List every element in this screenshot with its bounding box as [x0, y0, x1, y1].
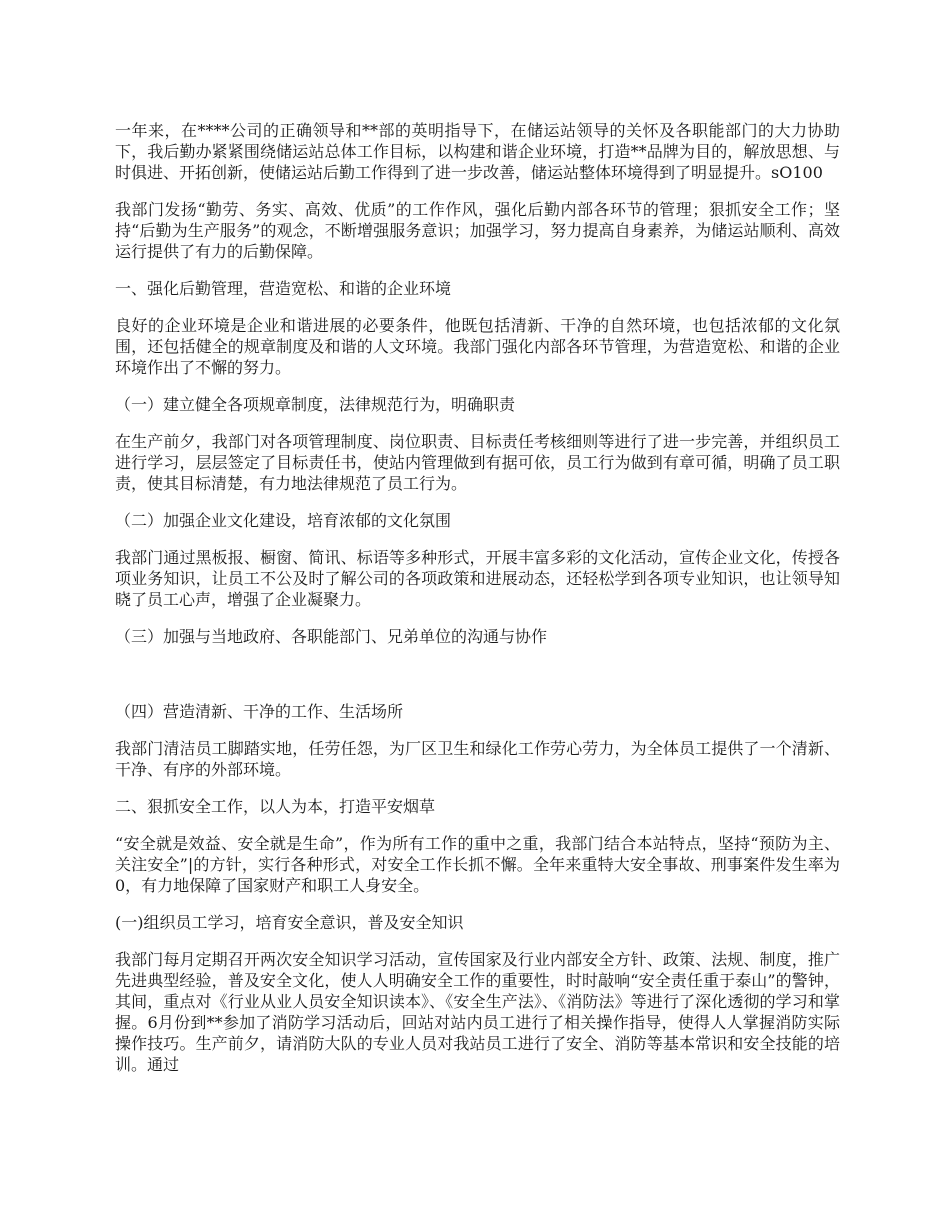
section-heading: （二）加强企业文化建设，培育浓郁的文化氛围	[115, 511, 452, 530]
section-heading: （四）营造清新、干净的工作、生活场所	[115, 702, 404, 721]
paragraph: 在生产前夕，我部门对各项管理制度、岗位职责、目标责任考核细则等进行了进一步完善，并组织员工进行学习，层层签定了目标责任书，使站内管理做到有据可依，员工行为做到有章可循，明确了员工职责，使其目标清楚，有力地法律规范了员工行为。	[115, 432, 840, 493]
paragraph: 我部门清洁员工脚踏实地，任劳任怨，为厂区卫生和绿化工作劳心劳力，为全体员工提供了一个清新、干净、有序的外部环境。	[115, 739, 840, 779]
paragraph: “安全就是效益、安全就是生命”，作为所有工作的重中之重，我部门结合本站特点，坚持“预防为主、关注安全”|的方针，实行各种形式，对安全工作长抓不懈。全年来重特大安全事故、刑事案件发生率为0，有力地保障了国家财产和职工人身安全。	[115, 834, 840, 895]
blank-space	[115, 663, 840, 701]
section-heading: （三）加强与当地政府、各职能部门、兄弟单位的沟通与协作	[115, 627, 548, 646]
paragraph: 我部门每月定期召开两次安全知识学习活动，宣传国家及行业内部安全方针、政策、法规、制度，推广先进典型经验，普及安全文化，使人人明确安全工作的重要性，时时敲响“安全责任重于泰山”的警钟，其间，重点对《行业从业人员安全知识读本》、《安全生产法》、《消防法》等进行了深化透彻的学习和掌握。6月份到**参加了消防学习活动后，回站对站内员工进行了相关操作指导，使得人人掌握消防实际操作技巧。生产前夕，请消防大队的专业人员对我站员工进行了安全、消防等基本常识和安全技能的培训。通过	[115, 950, 840, 1074]
section-heading: （一）建立健全各项规章制度，法律规范行为，明确职责	[115, 395, 516, 414]
section-heading: 二、狠抓安全工作，以人为本，打造平安烟草	[115, 797, 436, 816]
section-heading: (一)组织员工学习，培育安全意识，普及安全知识	[115, 913, 464, 932]
paragraph: 我部门发扬“勤劳、务实、高效、优质”的工作作风，强化后勤内部各环节的管理；狠抓安全工作；坚持“后勤为生产服务”的观念，不断增强服务意识；加强学习，努力提高自身素养，为储运站顺利、高效运行提供了有力的后勤保障。	[115, 200, 840, 261]
paragraph: 良好的企业环境是企业和谐进展的必要条件，他既包括清新、干净的自然环境，也包括浓郁的文化氛围，还包括健全的规章制度及和谐的人文环境。我部门强化内部各环节管理，为营造宽松、和谐的企业环境作出了不懈的努力。	[115, 316, 840, 377]
document-body	[115, 120, 840, 1091]
section-heading: 一、强化后勤管理，营造宽松、和谐的企业环境	[115, 279, 452, 298]
paragraph: 我部门通过黑板报、橱窗、简讯、标语等多种形式，开展丰富多彩的文化活动，宣传企业文化，传授各项业务知识，让员工不公及时了解公司的各项政策和进展动态，还轻松学到各项专业知识，也让领导知晓了员工心声，增强了企业凝聚力。	[115, 548, 840, 609]
paragraph: 一年来，在****公司的正确领导和**部的英明指导下，在储运站领导的关怀及各职能部门的大力协助下，我后勤办紧紧围绕储运站总体工作目标，以构建和谐企业环境，打造**品牌为目的，解放思想、与时俱进、开拓创新，使储运站后勤工作得到了进一步改善，储运站整体环境得到了明显提升。sO100	[115, 121, 840, 182]
